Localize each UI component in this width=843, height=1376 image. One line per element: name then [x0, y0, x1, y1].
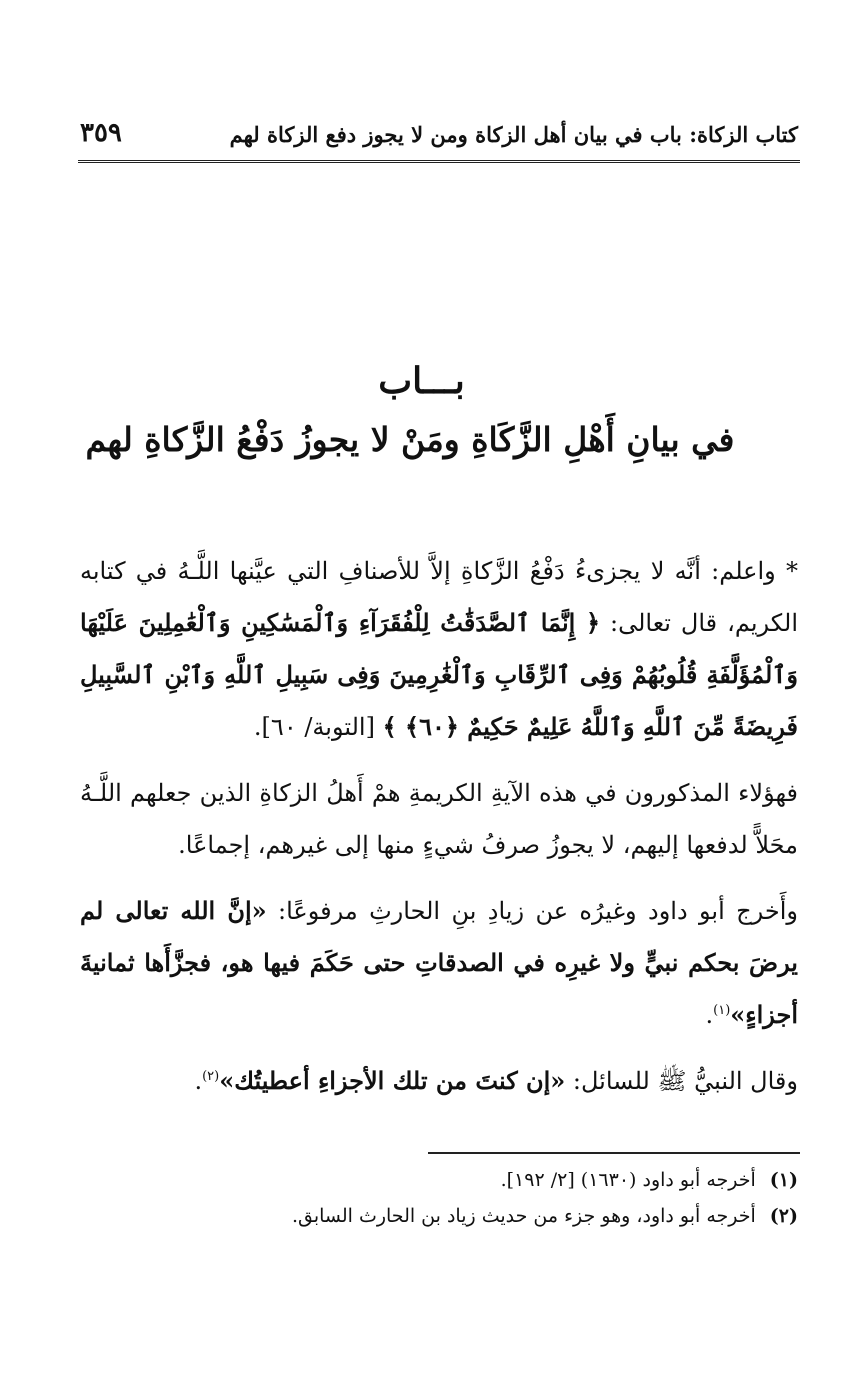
hadith-intro-2: وقال النبيُّ ﷺ للسائل:: [565, 1067, 798, 1095]
hadith-end: .: [705, 1001, 714, 1029]
footnote-ref-1[interactable]: (١): [713, 1003, 731, 1018]
chapter-title: في بيانِ أَهْلِ الزَّكَاةِ ومَنْ لا يجوزُ دَفْعُ الزَّكاةِ لهم: [85, 420, 735, 459]
footnote-number: (١): [769, 1169, 798, 1191]
hadith-quote-2: «إن كنتَ من تلك الأجزاءِ أعطيتُك»: [219, 1066, 566, 1095]
paragraph-hadith-asker: [80, 1055, 798, 1107]
footnote-text: أخرجه أبو داود، وهو جزء من حديث زياد بن الحارث السابق.: [291, 1205, 756, 1227]
paragraph-intro-text: * واعلم: أنَّه لا يجزىءُ دَفْعُ الزَّكاةِ إلاَّ للأصنافِ التي عيَّنها اللَّـهُ في كتابه الكريم، قال تعالى:: [80, 557, 798, 637]
paragraph-consensus: فهؤلاء المذكورون في هذه الآيةِ الكريمةِ همْ أَهلُ الزكاةِ الذين جعلهم اللَّـهُ محَلاًّ لدفعها إليهم، لا يجوزُ صرفُ شيءٍ منها إلى غيرهم، إجماعًا.: [80, 779, 799, 859]
quran-verse: ﴿ إِنَّمَا ٱلصَّدَقَٰتُ لِلْفُقَرَآءِ وَٱلْمَسَٰكِينِ وَٱلْعَٰمِلِينَ عَلَيْهَا وَٱلْمُؤَلَّفَةِ قُلُوبُهُمْ وَفِى ٱلرِّقَابِ وَٱلْغَٰرِمِينَ وَفِى سَبِيلِ ٱللَّهِ وَٱبْنِ ٱلسَّبِيلِ فَرِيضَةً مِّنَ ٱللَّهِ وَٱللَّهُ عَلِيمٌ حَكِيمٌ ﴿٦٠﴾ ﴾: [80, 608, 798, 741]
chapter-label: بـــاب: [378, 360, 465, 402]
footnote-number: (٢): [769, 1205, 798, 1227]
paragraph-intro: [80, 545, 798, 753]
hadith-quote: «إنَّ الله تعالى لم يرضَ بحكم نبيٍّ ولا غيرِه في الصدقاتِ حتى حَكَمَ فيها هو، فجزَّأَها ثمانيةَ أجزاءٍ»: [80, 896, 798, 1029]
footnote-2: [80, 1198, 798, 1234]
body-text: [80, 545, 798, 1107]
footnote-rule: [428, 1152, 800, 1154]
footnotes: [80, 1162, 798, 1234]
hadith-intro: وأَخرج أبو داود وغيرُه عن زيادِ بنِ الحارثِ مرفوعًا:: [266, 897, 798, 925]
footnote-1: [80, 1162, 798, 1198]
hadith-end-2: .: [194, 1067, 203, 1095]
header-rule: [78, 160, 800, 163]
paragraph-hadith-ziyad: [80, 885, 798, 1041]
footnote-text: أخرجه أبو داود (١٦٣٠) [٢/ ١٩٢].: [500, 1169, 756, 1191]
verse-citation: [التوبة/ ٦٠].: [253, 713, 383, 741]
running-title: كتاب الزكاة: باب في بيان أهل الزكاة ومن لا يجوز دفع الزكاة لهم: [229, 122, 798, 147]
page-number: ٣٥٩: [80, 118, 122, 148]
running-header: [80, 118, 798, 158]
footnote-ref-2[interactable]: (٢): [202, 1069, 220, 1084]
